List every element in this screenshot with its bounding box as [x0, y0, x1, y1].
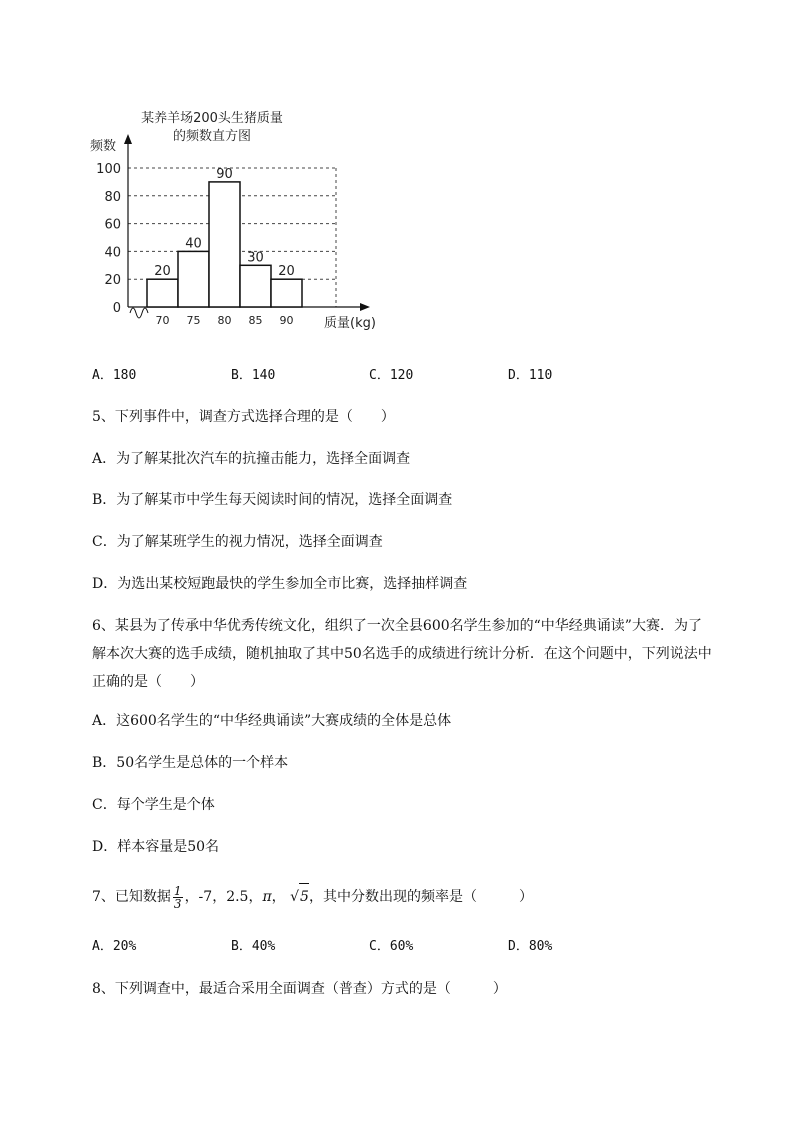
q7-prefix: 7、已知数据	[92, 889, 171, 905]
sqrt-sign-icon: √	[290, 889, 300, 905]
q6-option-d: D．样本容量是50名	[92, 839, 220, 855]
q4-option-a: A．180	[92, 368, 137, 383]
bar-value-label: 30	[247, 250, 264, 266]
y-tick-label: 40	[104, 245, 121, 261]
q5-option-a: A．为了解某批次汽车的抗撞击能力，选择全面调查	[92, 451, 411, 467]
q5-option-c: C．为了解某班学生的视力情况，选择全面调查	[92, 534, 383, 550]
q7-option-d: D．80%	[508, 939, 553, 954]
chart-title-line: 某养羊场200头生猪质量	[141, 111, 283, 126]
chart-title-line: 的频数直方图	[172, 129, 252, 144]
q7-option-b: B．40%	[231, 939, 276, 954]
q4-option-d: D．110	[508, 368, 553, 383]
y-tick-label: 20	[104, 273, 121, 289]
y-tick-label: 100	[96, 162, 121, 177]
x-axis-arrow-icon	[360, 303, 370, 311]
y-tick-label: 0	[112, 301, 121, 316]
bar-value-label: 20	[154, 264, 171, 280]
q8-stem: 8、下列调查中，最适合采用全面调查（普查）方式的是（ ）	[92, 981, 507, 997]
x-tick-label: 90	[279, 314, 294, 327]
axis-break-icon	[130, 308, 148, 318]
fraction-one-third: $\frac{1}{3}$	[173, 883, 182, 911]
histogram-bar	[271, 279, 302, 307]
sqrt-five: √5	[290, 889, 309, 905]
q4-option-c: C．120	[369, 368, 414, 383]
histogram-bar	[209, 182, 240, 307]
bar-value-label: 40	[185, 236, 202, 252]
q7-middle: ，-7，2.5，	[184, 889, 263, 905]
y-axis-arrow-icon	[124, 134, 132, 144]
q6-option-b: B．50名学生是总体的一个样本	[92, 755, 289, 771]
x-tick-label: 70	[155, 314, 170, 327]
q7-option-a: A．20%	[92, 939, 137, 954]
pi-symbol: π	[262, 889, 272, 905]
q5-option-d: D．为选出某校短跑最快的学生参加全市比赛，选择抽样调查	[92, 576, 468, 592]
q7-stem	[92, 883, 533, 910]
x-tick-label: 80	[217, 314, 232, 327]
y-tick-label: 60	[104, 217, 121, 233]
histogram-bar	[240, 265, 271, 307]
q6-stem: 6、某县为了传承中华优秀传统文化，组织了一次全县600名学生参加的“中华经典诵读”大赛．为了解本次大赛的选手成绩，随机抽取了其中50名选手的成绩进行统计分析．在这个问题中，下列说法中正确的是（ ）	[92, 618, 712, 690]
q5-stem: 5、下列事件中，调查方式选择合理的是（ ）	[92, 409, 395, 425]
q7-sep: ，	[271, 889, 286, 905]
q6-option-c: C．每个学生是个体	[92, 797, 215, 813]
x-axis-label: 质量(kg)	[324, 316, 376, 331]
x-tick-label: 85	[248, 314, 263, 327]
bar-value-label: 90	[216, 166, 233, 182]
x-tick-label: 75	[186, 314, 201, 327]
q6-option-a: A．这600名学生的“中华经典诵读”大赛成绩的全体是总体	[92, 713, 452, 729]
histogram-bar	[178, 251, 209, 307]
q5-option-b: B．为了解某市中学生每天阅读时间的情况，选择全面调查	[92, 492, 453, 508]
bar-value-label: 20	[278, 264, 295, 280]
histogram-chart	[88, 100, 398, 335]
q7-option-c: C．60%	[369, 939, 414, 954]
y-tick-label: 80	[104, 189, 121, 205]
histogram-bar	[147, 279, 178, 307]
y-axis-label: 频数	[90, 139, 117, 154]
q7-suffix: ，其中分数出现的频率是（ ）	[308, 889, 533, 905]
q4-option-b: B．140	[231, 368, 276, 383]
